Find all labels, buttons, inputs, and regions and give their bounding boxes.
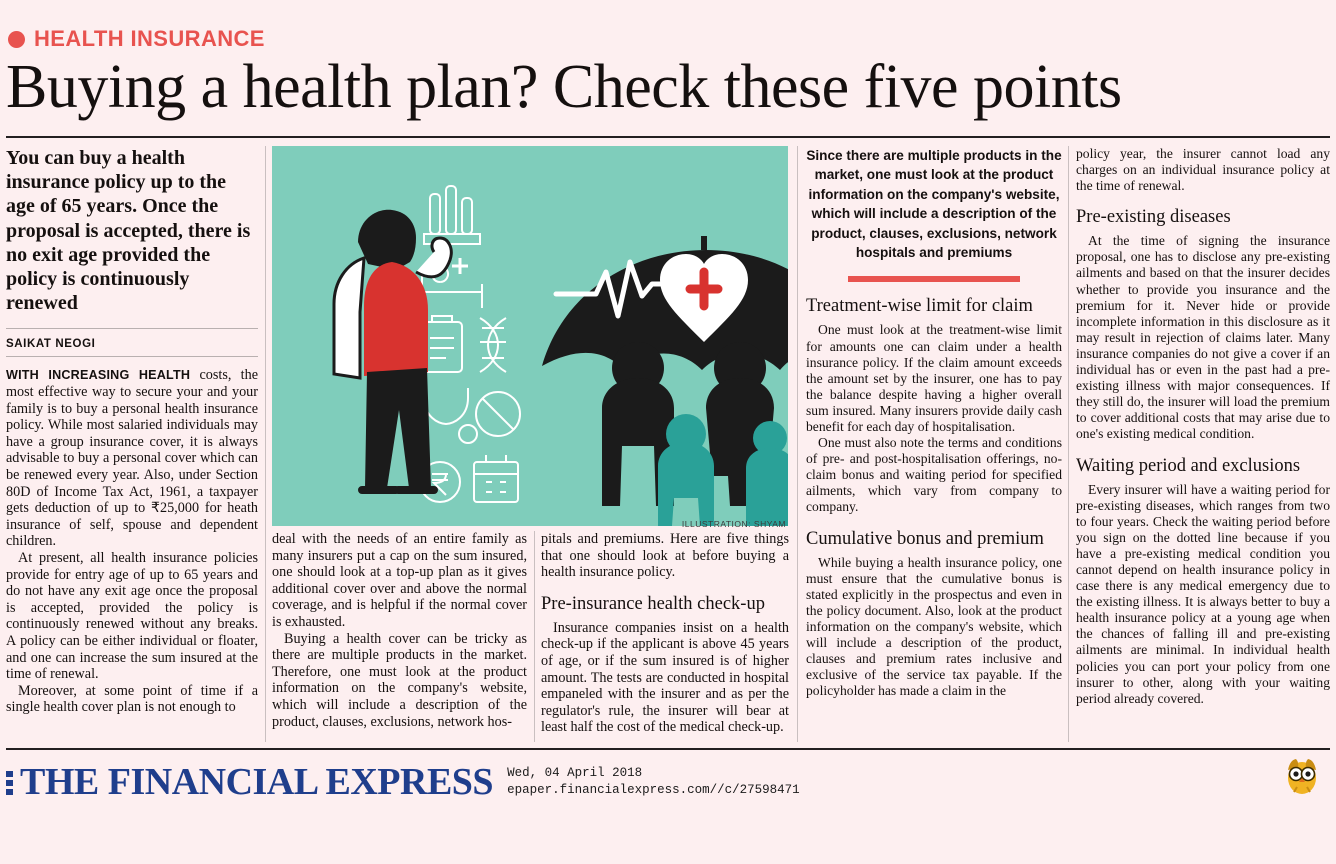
kicker-label: HEALTH INSURANCE — [34, 26, 265, 51]
header-divider — [6, 136, 1330, 138]
footer-date: Wed, 04 April 2018 — [507, 766, 643, 780]
paragraph-text: costs, the most effective way to secure your and your family is to buy a personal health insurance policy. While most salaried individuals may have a group insurance cover, it is always advisable to buy a personal cover which can be renewed every year. Also, under Section 80D of Income Tax Act, 1961, a taxpayer gets deduction of up to ₹25,000 for heath insurance of self, spouse and dependent children. — [6, 367, 258, 550]
pull-quote-rule — [848, 276, 1020, 282]
paragraph: Buying a health cover can be tricky as there are multiple products in the market. Therefore, one must look at the product information on the company's website, which will include a description of the product, clauses, exclusions, network hos- — [272, 630, 527, 730]
paragraph: policy year, the insurer cannot load any charges on an individual insurance policy at the time of renewal. — [1076, 146, 1330, 194]
column-five — [1076, 146, 1330, 707]
kicker-dot-icon — [8, 31, 25, 48]
page-headline: Buying a health plan? Check these five points — [6, 53, 1122, 121]
byline-divider — [6, 356, 258, 357]
column-five-body-1 — [1076, 233, 1330, 442]
paragraph: Insurance companies insist on a health check-up if the applicant is above 45 years of age, or if the sum insured is of higher amount. The tests are conducted in hospital empaneled with the insurer and as per the regulator's rule, the insurer will bear at least half the cost of the medical check-up. — [541, 619, 789, 736]
subheading-waiting-period: Waiting period and exclusions — [1076, 455, 1301, 476]
subheading-pre-insurance-check-up: Pre-insurance health check-up — [541, 593, 765, 614]
paragraph: Moreover, at some point of time if a single health cover plan is not enough to — [6, 682, 258, 716]
footer-url[interactable]: epaper.financialexpress.com//c/27598471 — [507, 783, 800, 797]
paragraph: One must also note the terms and conditions of pre- and post-hospitalisation offerings, no-claim bonus and waiting period for specified ailments, which vary from company to company. — [806, 435, 1062, 515]
footer-meta — [507, 765, 800, 799]
column-two — [272, 531, 527, 730]
masthead-title: THE FINANCIAL EXPRESS — [20, 761, 494, 803]
article-illustration — [272, 146, 788, 526]
masthead-bars-icon — [6, 769, 13, 795]
column-divider-3 — [797, 146, 798, 742]
standfirst-divider — [6, 328, 258, 329]
column-four-body-2 — [806, 555, 1062, 700]
footer-divider — [6, 748, 1330, 750]
pull-quote: Since there are multiple products in the market, one must look at the product information on the company's website, which will include a description of the product, clauses, exclusions, network hospitals and premiums — [806, 148, 1062, 261]
column-divider-2 — [534, 531, 535, 742]
paragraph: deal with the needs of an entire family as many insurers put a cap on the sum insured, one should look at a top-up plan as it gives additional cover over and above the normal coverage, and is helpful if the normal cover is exhausted. — [272, 531, 527, 630]
page-footer — [6, 752, 1330, 812]
column-divider-4 — [1068, 146, 1069, 742]
column-three — [541, 531, 789, 736]
standfirst: You can buy a health insurance policy up to the age of 65 years. Once the proposal is accepted, there is no exit age provided the policy is continuously renewed — [6, 147, 251, 315]
paragraph: At the time of signing the insurance proposal, one has to disclose any pre-existing ailments and based on that the insurer decides whether to provide you insurance and the premium for it. Never hide or provide incomplete information in this disclosure as it may result in rejection of claims later. Many insurance companies do not give a cover if an individual has or even in the past had a pre-existing illness with major consequences. If they still do, the insurer will load the premium to cover additional costs that may arise due to one's existing medical condition. — [1076, 233, 1330, 442]
column-five-body-0 — [1076, 146, 1330, 194]
paragraph: Every insurer will have a waiting period for pre-existing diseases, which ranges from two to four years. Check the waiting period before you sign on the dotted line because if you have a pre-existing medical condition you cannot depend on health insurance policy in case there is any medical emergency due to the existing illness. It is always better to buy a health insurance policy at a young age when the chances of falling ill and pre-existing ailments are minimal. In individual health policies you can port your policy from one insurer to other, along with your waiting period already covered. — [1076, 481, 1330, 706]
column-three-body-2 — [541, 620, 789, 736]
illustration-graphic — [272, 146, 788, 526]
subheading-cumulative-bonus: Cumulative bonus and premium — [806, 528, 1044, 549]
paragraph: One must look at the treatment-wise limit for amounts one can claim under a health insurance policy. If the claim amount exceeds the amount set by the insurer, one has to pay the balance despite having a higher overall sum insured. Many insurers provide daily cash benefit for each day of hospitalisation. — [806, 322, 1062, 434]
column-one — [6, 146, 258, 716]
paragraph: At present, all health insurance policies provide for entry age of up to 65 years and do not have any exit age once the proposal is accepted, provided the policy is continuously renewed without any breaks. A policy can be either individual or floater, and one can increase the sum insured at the time of renewal. — [6, 549, 258, 683]
subheading-treatment-wise-limit: Treatment-wise limit for claim — [806, 296, 1033, 317]
paragraph: pitals and premiums. Here are five things that one should look at before buying a health insurance policy. — [541, 531, 789, 581]
lead-in-text: WITH INCREASING HEALTH — [6, 368, 191, 383]
paragraph — [6, 367, 258, 550]
byline: SAIKAT NEOGI — [6, 338, 96, 351]
column-two-body — [272, 531, 527, 730]
paragraph: While buying a health insurance policy, one must ensure that the cumulative bonus is stated explicitly in the prospectus and even in the policy document. Also, look at the product information on the company's website, which will include a description of the product, clauses and premium rates inclusive and exclusive of the service tax payable. If the policyholder has made a claim in the — [806, 554, 1062, 699]
owl-icon — [1282, 756, 1322, 796]
column-divider-1 — [265, 146, 266, 742]
column-one-body — [6, 367, 258, 715]
section-kicker — [8, 26, 265, 52]
column-three-body — [541, 531, 789, 581]
column-four — [806, 146, 1062, 699]
illustration-credit: ILLUSTRATION: SHYAM — [681, 519, 786, 529]
column-four-body-1 — [806, 322, 1062, 515]
subheading-pre-existing-diseases: Pre-existing diseases — [1076, 207, 1231, 228]
masthead — [6, 762, 493, 802]
column-five-body-2 — [1076, 482, 1330, 707]
